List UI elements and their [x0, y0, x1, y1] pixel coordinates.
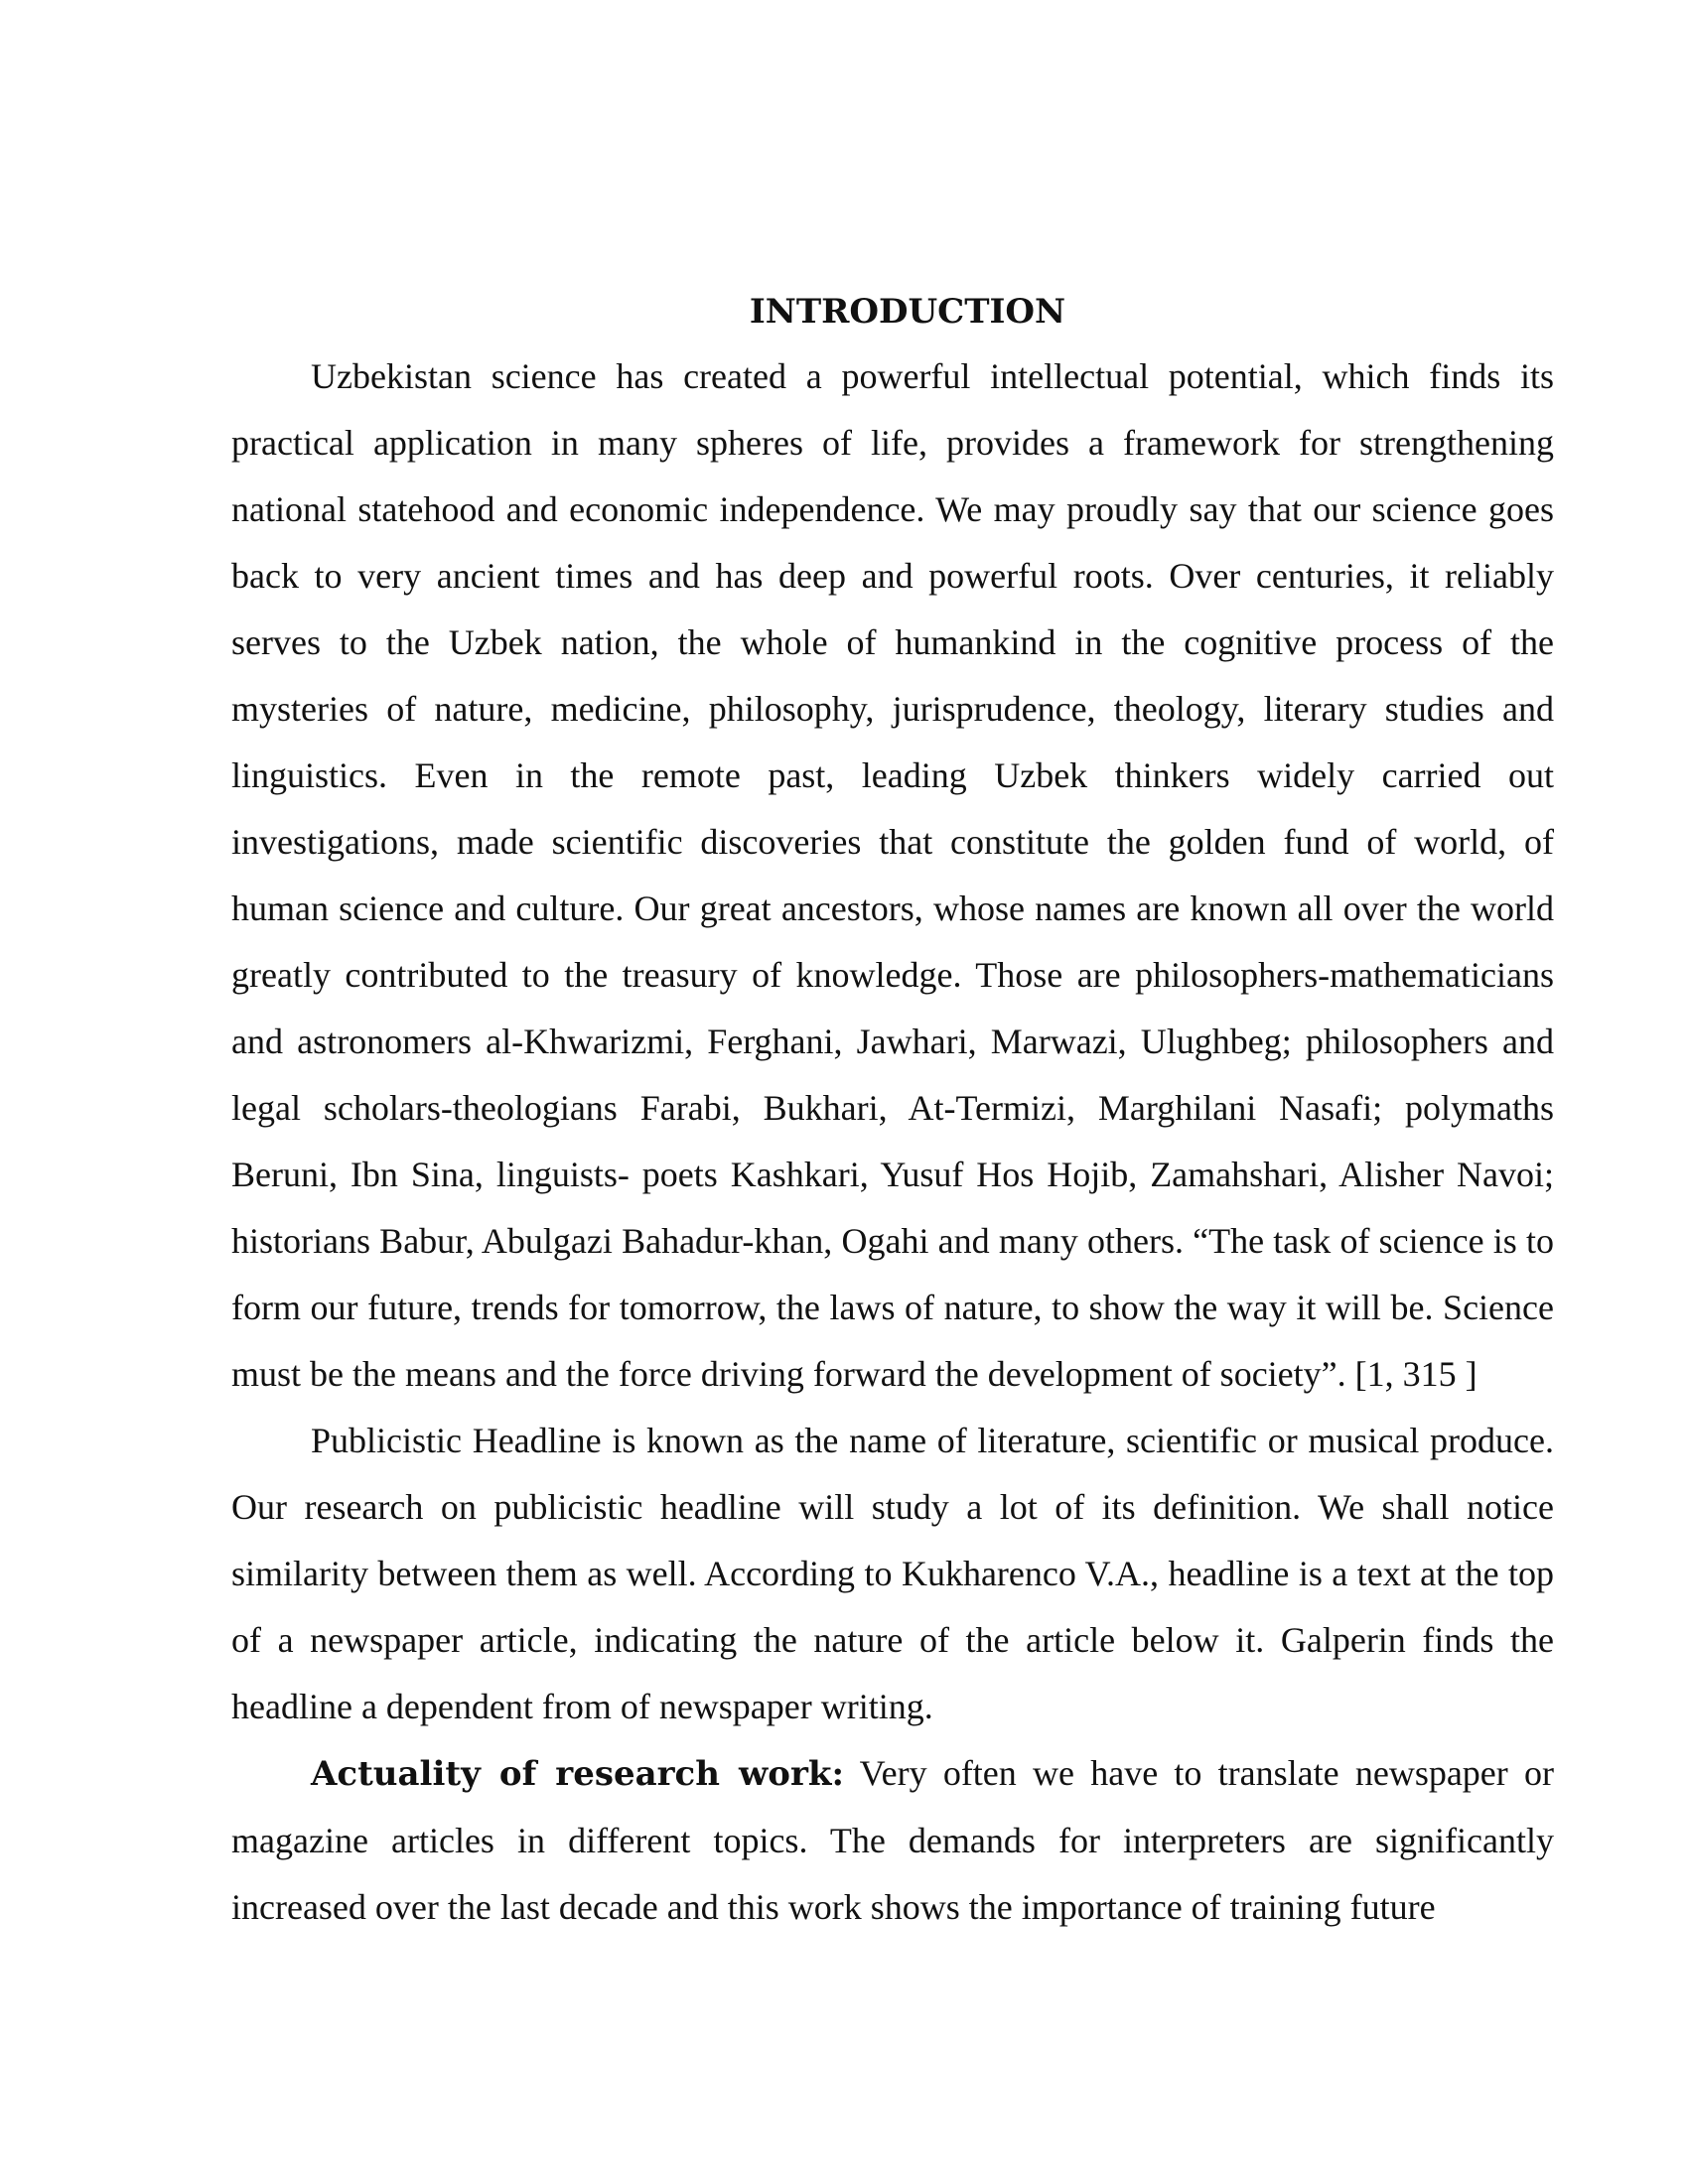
paragraph-intro: Uzbekistan science has created a powerful intellectual potential, which finds its practical application in many spheres of life, provides a framework for strengthening national statehood and economic independence. We may proudly say that our science goes back to very ancient times and has deep and powerful roots. Over centuries, it reliably serves to the Uzbek nation, the whole of humankind in the cognitive process of the mysteries of nature, medicine, philosophy, jurisprudence, theology, literary studies and linguistics. Even in the remote past, leading Uzbek thinkers widely carried out investigations, made scientific discoveries that constitute the golden fund of world, of human science and culture. Our great ancestors, whose names are known all over the world greatly contributed to the treasury of knowledge. Those are philosophers-mathematicians and astronomers al-Khwarizmi, Ferghani, Jawhari, Marwazi, Ulughbeg; philosophers and legal scholars-theologians Farabi, Bukhari, At-Termizi, Marghilani Nasafi; polymaths Beruni, Ibn Sina, linguists- poets Kashkari, Yusuf Hos Hojib, Zamahshari, Alisher Navoi; historians Babur, Abulgazi Bahadur-khan, Ogahi and many others. “The task of science is to form our future, trends for tomorrow, the laws of nature, to show the way it will be. Science must be the means and the force driving forward the development of society”. [1, 315 ] — [231, 356, 1554, 1394]
document-page — [231, 280, 1554, 1941]
paragraph-headline: Publicistic Headline is known as the name of literature, scientific or musical produce. Our research on publicistic headline will study a lot of its definition. We shall notice similarity between them as well. According to Kukharenco V.A., headline is a text at the top of a newspaper article, indicating the nature of the article below it. Galperin finds the headline a dependent from of newspaper writing. — [231, 1421, 1554, 1726]
page-title: INTRODUCTION — [749, 292, 1066, 332]
paragraph-actuality — [231, 1740, 1554, 1941]
actuality-heading: Actuality of research work: — [311, 1754, 845, 1794]
actuality-text: Very often we have to translate newspaper or magazine articles in different topics. The demands for interpreters are significantly increased over the last decade and this work shows the importance of training future — [231, 1753, 1555, 1927]
